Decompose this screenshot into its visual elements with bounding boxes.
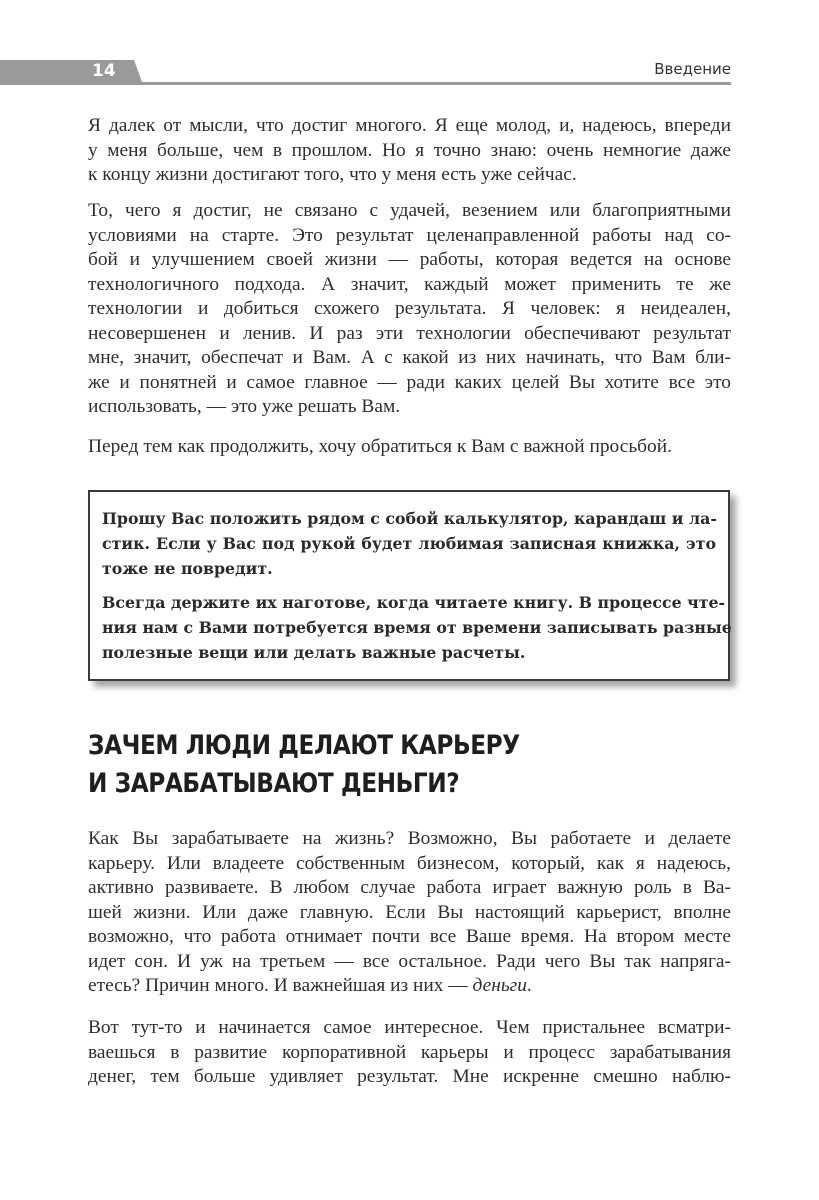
note-line: полезные вещи или делать важные расчеты. <box>102 643 526 662</box>
text-line: Вот тут-то и начинается самое интересное. Чем пристальнее всматри- <box>88 1017 731 1038</box>
text-line: денег, тем больше удивляет результат. Мне искренне смешно наблю- <box>88 1066 731 1087</box>
note-line: стик. Если у Вас под рукой будет любимая записная книжка, это <box>102 534 716 553</box>
text-line: Перед тем как продолжить, хочу обратиться к Вам с важной просьбой. <box>88 436 672 457</box>
text-line: технологичного подхода. А значит, каждый может применить те же <box>88 273 731 295</box>
text-line: возможно, что работа отнимает почти все Ваше время. На втором месте <box>88 926 731 947</box>
text-line: использовать, — это уже решать Вам. <box>88 396 401 417</box>
text-fragment: етесь? Причин много. И важнейшая из них — <box>88 975 473 996</box>
text-line: к концу жизни достигают того, что у меня есть уже сейчас. <box>88 164 577 185</box>
text-line: Как Вы зарабатываете на жизнь? Возможно, Вы работаете и делаете <box>88 828 731 849</box>
text-line: несовершенен и ленив. И раз эти технологии обеспечивают результат <box>88 322 731 344</box>
text-line: карьеру. Или владеете собственным бизнесом, который, как я надеюсь, <box>88 852 731 874</box>
note-box <box>88 490 730 681</box>
text-line: у меня больше, чем в прошлом. Но я точно знаю: очень немногие даже <box>88 139 731 161</box>
paragraph-intro-2 <box>88 199 731 420</box>
text-line: То, чего я достиг, не связано с удачей, везением или благоприятными <box>88 200 731 221</box>
section-heading <box>88 727 641 803</box>
note-line: ния нам с Вами потребуется время от времени записывать разные <box>102 618 732 637</box>
text-line: технологии и добиться схожего результата. Я человек: я неидеален, <box>88 298 731 319</box>
page-number: 14 <box>92 61 116 81</box>
note-paragraph-1 <box>102 506 716 581</box>
heading-line: И ЗАРАБАТЫВАЮТ ДЕНЬГИ? <box>88 768 460 799</box>
text-fragment: . <box>526 975 532 996</box>
text-line: мне, значит, обеспечат и Вам. А с какой из них начинать, что Вам бли- <box>88 347 731 368</box>
text-line: шей жизни. Или даже главную. Если Вы настоящий карьерист, вполне <box>88 901 731 923</box>
running-section-title: Введение <box>654 60 731 78</box>
note-line: Всегда держите их наготове, когда читаете книгу. В процессе чте- <box>102 593 726 612</box>
text-line: бой и улучшением своей жизни — работы, которая ведется на основе <box>88 249 731 270</box>
text-line: Я далек от мысли, что достиг многого. Я еще молод, и, надеюсь, впереди <box>88 115 731 136</box>
note-line: тоже не повредит. <box>102 559 273 578</box>
paragraph-intro-1 <box>88 114 731 188</box>
text-line: же и понятней и самое главное — ради каких целей Вы хотите все это <box>88 371 731 393</box>
text-line: активно развиваете. В любом случае работа играет важную роль в Ва- <box>88 877 731 898</box>
text-line: идет сон. И уж на третьем — все остальное. Ради чего Вы так напряга- <box>88 950 731 972</box>
note-line: Прошу Вас положить рядом с собой калькулятор, карандаш и ла- <box>102 509 717 528</box>
header-rule <box>0 82 731 85</box>
heading-line: ЗАЧЕМ ЛЮДИ ДЕЛАЮТ КАРЬЕРУ <box>88 730 520 761</box>
note-paragraph-2 <box>102 590 732 665</box>
paragraph-intro-3 <box>88 435 731 460</box>
text-line: ваешься в развитие корпоративной карьеры и процесс зарабатывания <box>88 1041 731 1063</box>
text-line <box>88 974 731 999</box>
emphasis-word: деньги <box>472 975 527 996</box>
paragraph-section-2 <box>88 1016 731 1090</box>
running-header <box>0 58 731 86</box>
text-line: условиями на старте. Это результат целенаправленной работы над со- <box>88 224 731 246</box>
paragraph-section-1 <box>88 827 731 999</box>
